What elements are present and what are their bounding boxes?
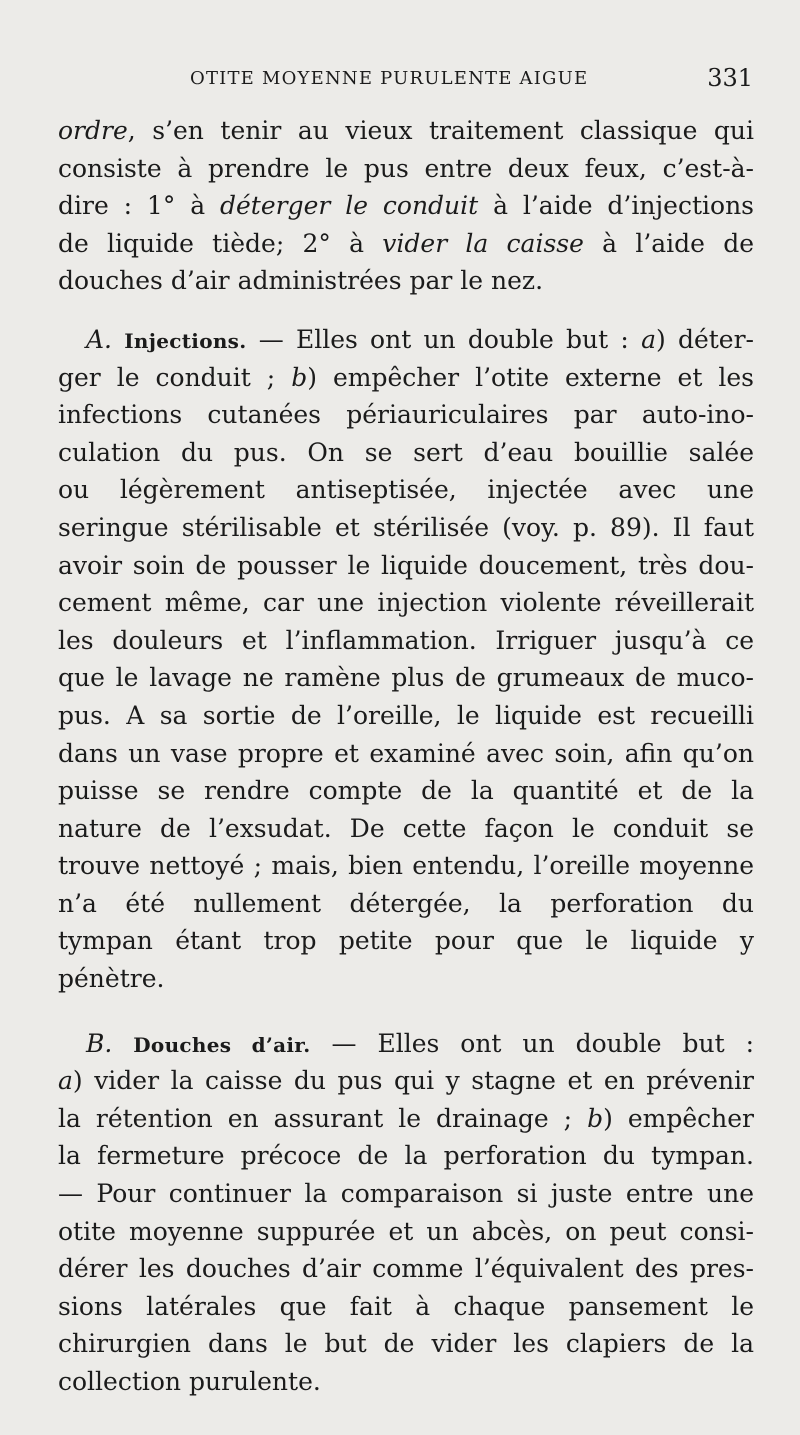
text-line [58,225,754,263]
text-line [58,187,754,225]
line-text: ) empêcher l’otite externe et les [307,362,754,392]
text-line: sions latérales que fait à chaque pansement le [58,1291,754,1321]
text-line [58,112,754,150]
line-text: ) empêcher [603,1103,754,1133]
text-line: chirurgien dans le but de vider les clapiers de la [58,1329,754,1359]
text-line: seringue stérilisable et stérilisée (voy. p. 89). Il faut [58,512,754,542]
text-line: — Pour continuer la comparaison si juste entre une [58,1179,754,1209]
text-line [58,1062,754,1100]
italic-word: ordre [58,116,128,145]
section-heading-line [58,1025,754,1063]
text-line: trouve nettoyé ; mais, bien entendu, l’oreille moyenne [58,851,754,881]
text-line: consiste à prendre le pus entre deux feux, c’est-à- [58,153,754,183]
text-line: otite moyenne suppurée et un abcès, on peut consi- [58,1216,754,1246]
section-heading-line [58,321,754,359]
italic-letter: b [587,1103,604,1133]
body-text [58,112,754,1401]
text-line: nature de l’exsudat. De cette façon le conduit se [58,813,754,843]
line-text: ger le conduit ; [58,362,292,392]
text-line: les douleurs et l’inflammation. Irriguer jusqu’à ce [58,625,754,655]
text-line: collection purulente. [58,1367,321,1396]
section-letter: B. [86,1028,113,1058]
section-air-douches [58,1025,754,1401]
page-number: 331 [707,64,753,92]
line-text: — Elles ont un double but : [310,1028,754,1058]
text-line: puisse se rendre compte de la quantité et de la [58,776,754,806]
text-line: infections cutanées périauriculaires par auto-ino- [58,400,754,430]
text-line: pénètre. [58,964,165,994]
line-text: ) déter- [655,324,754,354]
text-line: ou légèrement antiseptisée, injectée avec une [58,475,754,505]
page-header [58,62,758,96]
text-line [58,1100,754,1138]
text-line: la fermeture précoce de la perforation du tympan. [58,1141,754,1171]
text-line: douches d’air administrées par le nez. [58,266,544,296]
section-heading: Injections. [124,328,247,353]
running-title: OTITE MOYENNE PURULENTE AIGUE [190,68,589,89]
italic-phrase: vider la caisse [382,228,584,258]
line-text: à l’aide d’injections [478,191,755,221]
text-line: que le lavage ne ramène plus de grumeaux de muco- [58,663,754,693]
line-text: — Elles ont un double but : [246,324,642,354]
line-text: la rétention en assurant le drainage ; [58,1103,588,1133]
text-line: cement même, car une injection violente réveillerait [58,588,754,618]
italic-phrase: déterger le conduit [220,191,479,221]
italic-letter: a [641,324,656,354]
text-line: n’a été nullement détergée, la perforation du [58,888,754,918]
text-line: culation du pus. On se sert d’eau bouillie salée [58,437,754,467]
section-letter: A. [86,324,113,354]
section-injections [58,321,754,998]
line-text: ) vider la caisse du pus qui y stagne et en prévenir [72,1066,754,1096]
line-text: dire : 1° à [58,191,220,221]
italic-letter: b [291,362,308,392]
italic-letter: a [58,1066,73,1096]
text-line: pus. A sa sortie de l’oreille, le liquide est recueilli [58,700,754,730]
line-text: à l’aide de [583,228,755,258]
text-line: avoir soin de pousser le liquide doucement, très dou- [58,550,754,580]
line-text: , s’en tenir au vieux traitement classique qui [127,116,754,145]
text-line [58,359,754,397]
paragraph-intro [58,112,754,300]
section-heading: Douches d’air. [133,1032,311,1057]
text-line: dans un vase propre et examiné avec soin, afin qu’on [58,738,754,768]
line-text: de liquide tiède; 2° à [58,228,383,258]
text-line: dérer les douches d’air comme l’équivalent des pres- [58,1254,754,1284]
text-line: tympan étant trop petite pour que le liquide y [58,926,754,956]
